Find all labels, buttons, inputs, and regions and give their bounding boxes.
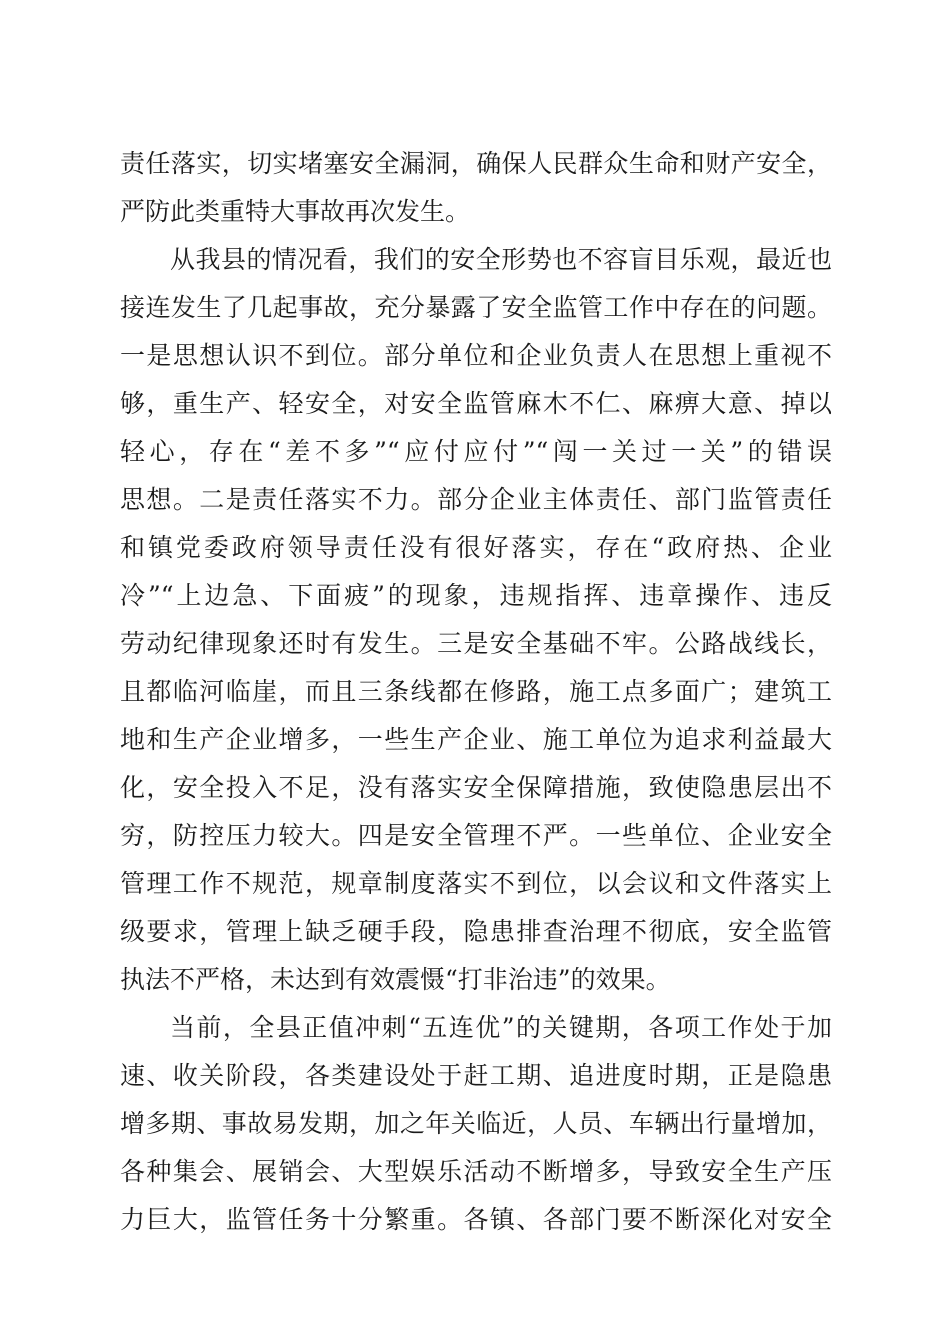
text-line: 和镇党委政府领导责任没有很好落实，存在“政府热、企业 — [120, 533, 832, 562]
text-line: 责任落实，切实堵塞安全漏洞，确保人民群众生命和财产安全， — [120, 149, 832, 178]
paragraph-p1 — [120, 140, 832, 236]
text-line: 化，安全投入不足，没有落实安全保障措施，致使隐患层出不 — [120, 773, 832, 802]
text-line: 级要求，管理上缺乏硬手段，隐患排查治理不彻底，安全监管 — [120, 917, 832, 946]
text-line: 各种集会、展销会、大型娱乐活动不断增多，导致安全生产压 — [120, 1157, 832, 1186]
paragraph-p2 — [120, 236, 832, 1004]
text-line: 管理工作不规范，规章制度落实不到位，以会议和文件落实上 — [120, 869, 832, 898]
text-line: 地和生产企业增多，一些生产企业、施工单位为追求利益最大 — [120, 725, 832, 754]
text-line: 劳动纪律现象还时有发生。三是安全基础不牢。公路战线长， — [120, 629, 832, 658]
text-line: 冷”“上边急、下面疲”的现象，违规指挥、违章操作、违反 — [120, 581, 832, 610]
document-body — [120, 140, 832, 1244]
text-line: 从我县的情况看，我们的安全形势也不容盲目乐观，最近也 — [170, 245, 832, 274]
paragraph-p3 — [120, 1004, 832, 1244]
text-line: 接连发生了几起事故，充分暴露了安全监管工作中存在的问题。 — [120, 293, 832, 322]
text-line: 思想。二是责任落实不力。部分企业主体责任、部门监管责任 — [120, 485, 832, 514]
text-line: 严防此类重特大事故再次发生。 — [120, 197, 471, 226]
text-line: 穷，防控压力较大。四是安全管理不严。一些单位、企业安全 — [120, 821, 832, 850]
text-line: 够，重生产、轻安全，对安全监管麻木不仁、麻痹大意、掉以 — [120, 389, 832, 418]
text-line: 执法不严格，未达到有效震慑“打非治违”的效果。 — [120, 965, 671, 994]
text-line: 增多期、事故易发期，加之年关临近，人员、车辆出行量增加， — [120, 1109, 832, 1138]
text-line: 且都临河临崖，而且三条线都在修路，施工点多面广；建筑工 — [120, 677, 832, 706]
text-line: 一是思想认识不到位。部分单位和企业负责人在思想上重视不 — [120, 341, 832, 370]
text-line: 轻心，存在“差不多”“应付应付”“闯一关过一关”的错误 — [120, 437, 832, 466]
text-line: 速、收关阶段，各类建设处于赶工期、追进度时期，正是隐患 — [120, 1061, 832, 1090]
text-line: 当前，全县正值冲刺“五连优”的关键期，各项工作处于加 — [170, 1013, 832, 1042]
text-line: 力巨大，监管任务十分繁重。各镇、各部门要不断深化对安全 — [120, 1205, 832, 1234]
